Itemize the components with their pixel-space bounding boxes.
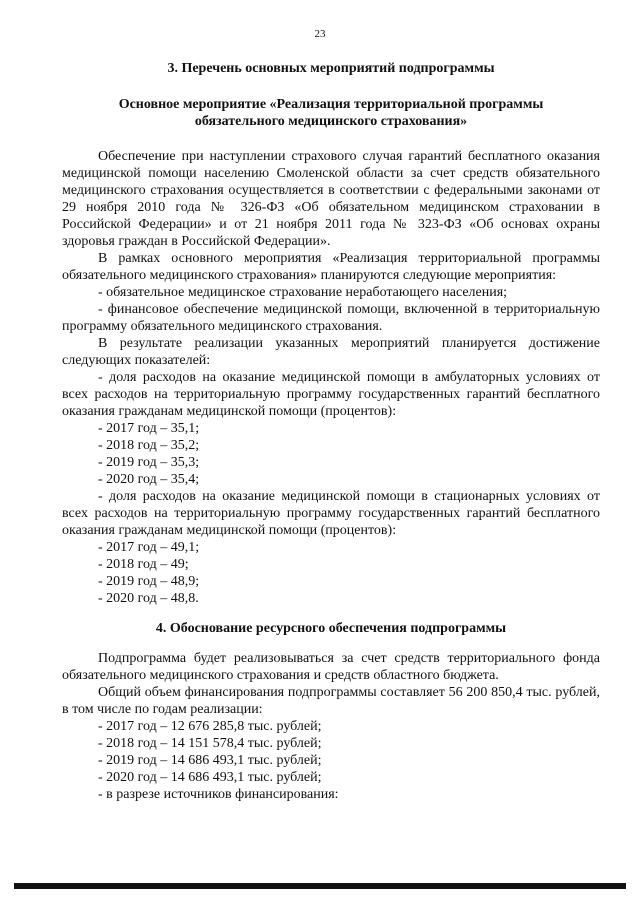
section-3-paragraph-3: В результате реализации указанных мероприятий планируется достижение следующих показателей: <box>62 336 600 368</box>
indicator-outpatient-year-2018: - 2018 год – 35,2; <box>98 438 200 453</box>
funding-sources-label: - в разрезе источников финансирования: <box>98 787 339 802</box>
funding-year-2020: - 2020 год – 14 686 493,1 тыс. рублей; <box>98 770 322 785</box>
indicator-outpatient: - доля расходов на оказание медицинской помощи в амбулаторных условиях от всех расходов на территориальную программу государственных гарантий бесплатного оказания гражданам медицинской помощи (процентов): <box>62 370 600 419</box>
section-3-subtitle-line-1: Основное мероприятие «Реализация территориальной программы <box>118 97 544 112</box>
indicator-outpatient-year-2019: - 2019 год – 35,3; <box>98 455 200 470</box>
indicator-outpatient-year-2020: - 2020 год – 35,4; <box>98 472 200 487</box>
indicator-inpatient: - доля расходов на оказание медицинской помощи в стационарных условиях от всех расходов на территориальную программу государственных гарантий бесплатного оказания гражданам медицинской помощи (процентов): <box>62 489 600 538</box>
section-3-title: 3. Перечень основных мероприятий подпрограммы <box>167 61 495 76</box>
measure-item-1: - обязательное медицинское страхование неработающего населения; <box>98 285 508 300</box>
funding-year-2018: - 2018 год – 14 151 578,4 тыс. рублей; <box>98 736 322 751</box>
page-number: 23 <box>314 28 326 40</box>
indicator-inpatient-year-2018: - 2018 год – 49; <box>98 557 189 572</box>
section-4-paragraph-2: Общий объем финансирования подпрограммы составляет 56 200 850,4 тыс. рублей, в том числе по годам реализации: <box>62 685 600 717</box>
indicator-inpatient-year-2020: - 2020 год – 48,8. <box>98 591 199 606</box>
funding-year-2019: - 2019 год – 14 686 493,1 тыс. рублей; <box>98 753 322 768</box>
section-3-paragraph-2: В рамках основного мероприятия «Реализация территориальной программы обязательного медицинского страхования» планируются следующие мероприятия: <box>62 251 600 283</box>
measure-item-2: - финансовое обеспечение медицинской помощи, включенной в территориальную программу обязательного медицинского страхования. <box>62 302 600 334</box>
page-bottom-border <box>14 883 626 889</box>
indicator-inpatient-year-2017: - 2017 год – 49,1; <box>98 540 200 555</box>
section-3-subtitle-line-2: обязательного медицинского страхования» <box>194 114 468 129</box>
indicator-inpatient-year-2019: - 2019 год – 48,9; <box>98 574 200 589</box>
indicator-outpatient-year-2017: - 2017 год – 35,1; <box>98 421 200 436</box>
section-4-paragraph-1: Подпрограмма будет реализовываться за счет средств территориального фонда обязательного медицинского страхования и средств областного бюджета. <box>62 651 600 683</box>
section-3-paragraph-1: Обеспечение при наступлении страхового случая гарантий бесплатного оказания медицинской помощи населению Смоленской области за счет средств обязательного медицинского страхования осуществляется в соответствии с федеральными законами от 29 ноября 2010 года № 326-ФЗ «Об обязательном медицинском страховании в Российской Федерации» и от 21 ноября 2011 года № 323-ФЗ «Об основах охраны здоровья граждан в Российской Федерации». <box>62 149 600 249</box>
section-4-title: 4. Обоснование ресурсного обеспечения подпрограммы <box>155 621 507 636</box>
funding-year-2017: - 2017 год – 12 676 285,8 тыс. рублей; <box>98 719 322 734</box>
